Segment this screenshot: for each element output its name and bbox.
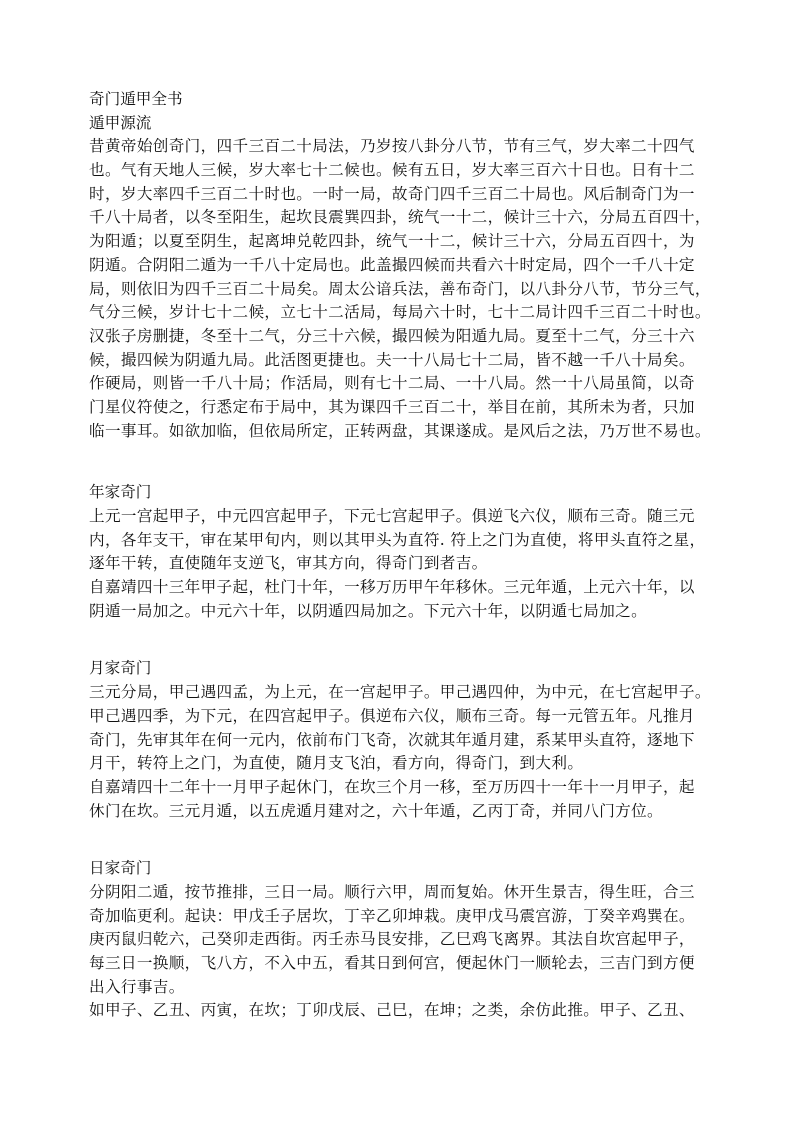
paragraph-line: 阴遁一局加之。中元六十年，以阴遁四局加之。下元六十年，以阴遁七局加之。 [89,601,648,620]
paragraph-line: 候，撮四候为阴遁九局。此活图更捷也。夫一十八局七十二局，皆不越一千八十局矣。 [89,350,695,369]
section-year [89,481,713,623]
paragraph-line: 临一事耳。如欲加临，但依局所定，正转两盘，其课遂成。是风后之法，乃万世不易也。 [89,421,711,440]
paragraph-line: 气分三候，岁计七十二候，立七十二活局，每局六十时，七十二局计四千三百二十时也。 [89,303,711,322]
section-spacer [89,443,713,481]
section-heading: 月家奇门 [89,659,152,678]
paragraph-line: 如甲子、乙丑、丙寅，在坎；丁卯戊辰、己巳，在坤；之类，余仿此推。甲子、乙丑、 [89,1001,695,1020]
paragraph-line: 千八十局者，以冬至阳生，起坎艮震巽四卦，统气一十二，候计三十六，分局五百四十， [89,208,711,227]
section-heading: 年家奇门 [89,483,152,502]
paragraph-line: 阴遁。合阴阳二遁为一千八十定局也。此盖撮四候而共看六十时定局，四个一千八十定 [89,255,695,274]
paragraph-line: 逐年干转，直使随年支逆飞，审其方向，得奇门到者吉。 [89,554,488,573]
paragraph-line: 奇加临更利。起诀：甲戊壬子居坎，丁辛乙卯坤栽。庚甲戊马震宫游，丁癸辛鸡巽在。 [89,906,695,925]
section-spacer [89,823,713,857]
paragraph-line: 每三日一换顺，飞八方，不入中五，看其日到何宫，便起休门一顺轮去，三吉门到方便 [89,954,695,972]
paragraph-line: 休门在坎。三元月遁，以五虎遁月建对之，六十年遁，乙丙丁奇，并同八门方位。 [89,801,663,820]
document-page [89,88,713,1023]
paragraph-line: 内，各年支干，审在某甲旬内，则以其甲头为直符. 符上之门为直使，将甲头直符之星， [89,530,706,549]
book-title: 奇门遁甲全书 [89,90,183,108]
paragraph-line: 上元一宫起甲子，中元四宫起甲子，下元七宫起甲子。俱逆飞六仪，顺布三奇。随三元 [89,507,695,525]
paragraph-line: 出入行事吉。 [89,977,185,996]
paragraph-line: 为阳遁；以夏至阴生，起离坤兑乾四卦，统气一十二，候计三十六，分局五百四十，为 [89,232,695,251]
paragraph-line: 局，则依旧为四千三百二十局矣。周太公谙兵法，善布奇门，以八卦分八节，节分三气， [89,279,711,298]
paragraph-line: 作硬局，则皆一千八十局；作活局，则有七十二局、一十八局。然一十八局虽简，以奇 [89,374,695,393]
section-heading: 日家奇门 [89,859,152,878]
paragraph-line: 三元分局，甲己遇四孟，为上元，在一宫起甲子。甲己遇四仲，为中元，在七宫起甲子。 [89,683,711,702]
section-heading: 遁甲源流 [89,113,152,132]
paragraph-line: 自嘉靖四十三年甲子起，杜门十年，一移万历甲午年移休。三元年遁，上元六十年，以 [89,578,695,597]
paragraph-line: 月干，转符上之门，为直使，随月支飞泊，看方向，得奇门，到大利。 [89,754,584,773]
paragraph-line: 甲己遇四季，为下元，在四宫起甲子。俱逆布六仪，顺布三奇。每一元管五年。凡推月 [89,706,695,725]
paragraph-line: 门星仪符使之，行悉定布于局中，其为课四千三百二十，举目在前，其所未为者，只加 [89,397,695,416]
paragraph-line: 汉张子房删捷，冬至十二气，分三十六候，撮四候为阳遁九局。夏至十二气，分三十六 [89,326,695,345]
paragraph-line: 分阴阳二遁，按节推排，三日一局。顺行六甲，周而复始。休开生景吉，得生旺，合三 [89,882,695,901]
paragraph-line: 奇门，先审其年在何一元内，依前布门飞奇，次就其年遁月建，系某甲头直符，逐地下 [89,730,695,749]
section-month [89,657,713,823]
section-origin [89,112,713,444]
section-spacer [89,623,713,657]
paragraph-line: 也。气有天地人三候，岁大率七十二候也。候有五日，岁大率三百六十日也。日有十二 [89,161,695,180]
paragraph-line: 庚丙鼠归乾六，己癸卯走西街。丙壬赤马艮安排，乙巳鸡飞离界。其法自坎宫起甲子， [89,930,695,949]
paragraph-line: 自嘉靖四十二年十一月甲子起休门，在坎三个月一移，至万历四十一年十一月甲子，起 [89,777,695,796]
paragraph-line: 昔黄帝始创奇门，四千三百二十局法，乃岁按八卦分八节，节有三气，岁大率二十四气 [89,137,695,156]
section-day [89,857,713,1023]
paragraph-line: 时，岁大率四千三百二十时也。一时一局，故奇门四千三百二十局也。风后制奇门为一 [89,184,695,203]
